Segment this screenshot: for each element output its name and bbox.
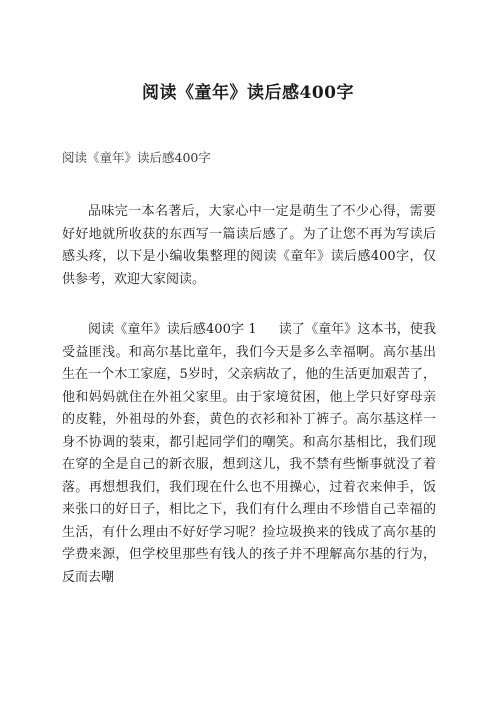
body-paragraph <box>62 319 436 589</box>
document-subtitle: 阅读《童年》读后感400字 <box>62 150 211 165</box>
intro-paragraph: 品味完一本名著后，大家心中一定是萌生了不少心得，需要好好地就所收获的东西写一篇读后感了。为了让您不再为写读后感头疼，以下是小编收集整理的阅读《童年》读后感400字，仅供参考，欢迎大家阅读。 <box>62 204 436 287</box>
section-heading: 阅读《童年》读后感400字 1 <box>88 322 257 337</box>
document-title: 阅读《童年》读后感400字 <box>142 83 354 103</box>
body-text: 读了《童年》这本书，使我受益匪浅。和高尔基比童年，我们今天是多么幸福啊。高尔基出生在一个木工家庭，5岁时，父亲病故了，他的生活更加艰苦了，他和妈妈就住在外祖父家里。由于家境贫困，他上学只好穿母亲的皮鞋，外祖母的外套，黄色的衣衫和补丁裤子。高尔基这样一身不协调的装束，都引起同学们的嘲笑。和高尔基相比，我们现在穿的全是自己的新衣服，想到这儿，我不禁有些惭事就没了着落。再想想我们，我们现在什么也不用操心，过着衣来伸手，饭来张口的好日子，相比之下，我们有什么理由不珍惜自己幸福的生活，有什么理由不好好学习呢？捡垃圾换来的钱成了高尔基的学费来源，但学校里那些有钱人的孩子并不理解高尔基的行为，反而去嘲 <box>62 322 436 585</box>
